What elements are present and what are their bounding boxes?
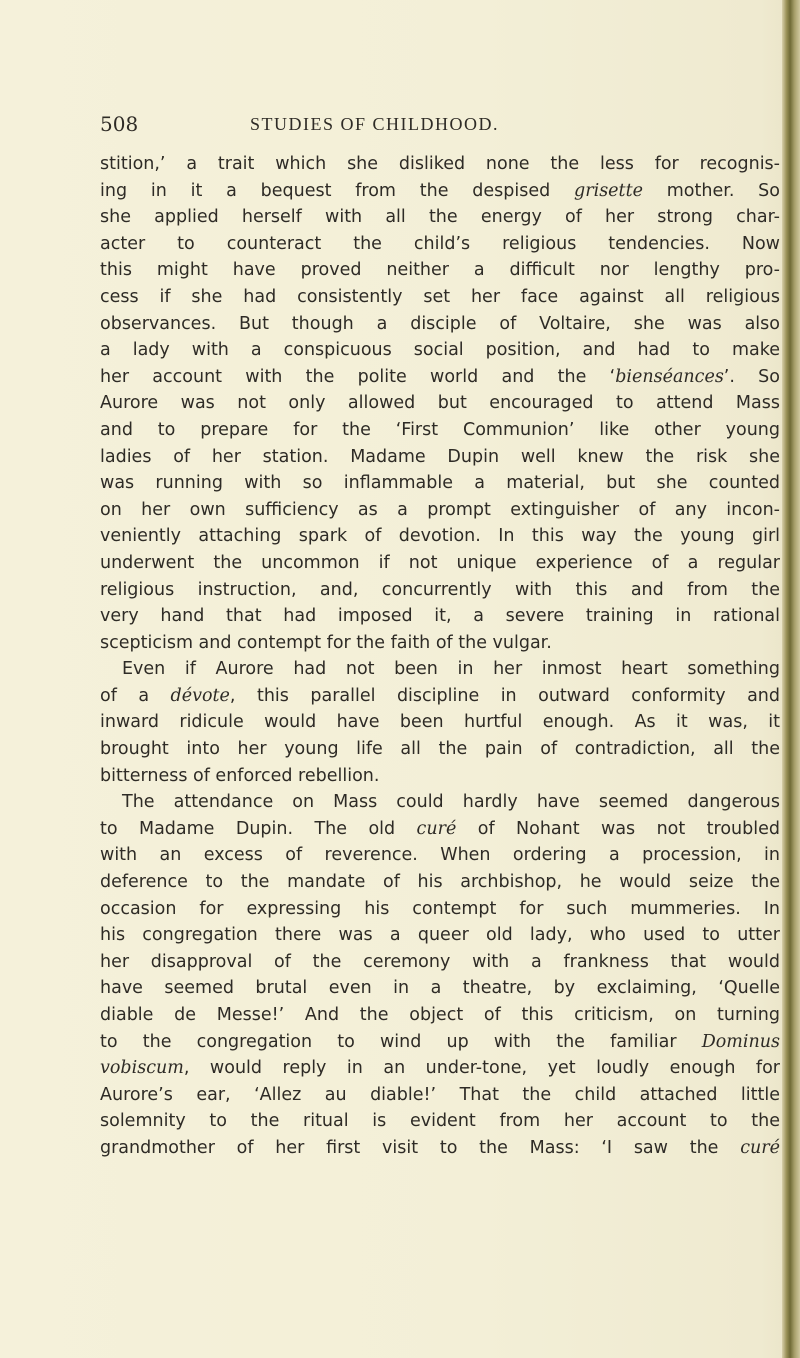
text-line: cess if she had consistently set her face against all religious — [100, 286, 780, 307]
running-head: STUDIES OF CHILDHOOD. — [250, 114, 500, 134]
text-line: brought into her young life all the pain of contradiction, all the — [100, 739, 780, 760]
text-line: occasion for expressing his contempt for such mummeries. In — [100, 898, 780, 919]
text-line: ing in it a bequest from the despised grisette mother. So — [100, 180, 780, 201]
text-line: Aurore was not only allowed but encouraged to attend Mass — [100, 393, 780, 414]
text-line: religious instruction, and, concurrently with this and from the — [100, 579, 780, 600]
text-line: underwent the uncommon if not unique experience of a regular — [100, 552, 780, 573]
text-line: this might have proved neither a difficult nor lengthy pro- — [100, 260, 780, 281]
text-line: Even if Aurore had not been in her inmost heart something — [122, 659, 780, 680]
text-line: and to prepare for the ‘First Communion’ like other young — [100, 419, 780, 440]
text-line: her disapproval of the ceremony with a frankness that would — [100, 951, 780, 972]
text-line: her account with the polite world and the ‘bienséances’. So — [100, 366, 780, 387]
text-line: bitterness of enforced rebellion. — [100, 765, 380, 786]
text-line: acter to counteract the child’s religious tendencies. Now — [100, 233, 780, 254]
text-line: with an excess of reverence. When ordering a procession, in — [100, 845, 780, 866]
text-line: inward ridicule would have been hurtful enough. As it was, it — [100, 712, 780, 733]
text-line: a lady with a conspicuous social position, and had to make — [100, 340, 780, 361]
text-line: was running with so inflammable a material, but she counted — [100, 473, 780, 494]
text-line: observances. But though a disciple of Voltaire, she was also — [100, 313, 780, 334]
text-line: vobiscum, would reply in an under-tone, yet loudly enough for — [100, 1058, 780, 1079]
text-line: diable de Messe!’ And the object of this criticism, on turning — [100, 1005, 780, 1025]
text-line: have seemed brutal even in a theatre, by exclaiming, ‘Quelle — [100, 978, 780, 999]
text-line: of a dévote, this parallel discipline in outward conformity and — [100, 685, 780, 706]
text-line: stition,’ a trait which she disliked none the less for recognis- — [100, 154, 780, 174]
text-line: very hand that had imposed it, a severe training in rational — [100, 606, 780, 627]
text-line: deference to the mandate of his archbishop, he would seize the — [100, 872, 780, 893]
body-text — [100, 151, 780, 1162]
text-line: scepticism and contempt for the faith of the vulgar. — [100, 632, 552, 653]
page-edge — [782, 0, 800, 1358]
text-line: she applied herself with all the energy of her strong char- — [100, 207, 780, 228]
text-line: Aurore’s ear, ‘Allez au diable!’ That the child attached little — [100, 1084, 780, 1105]
text-line: his congregation there was a queer old lady, who used to utter — [100, 925, 780, 946]
text-line: veniently attaching spark of devotion. In this way the young girl — [100, 526, 780, 547]
text-line: grandmother of her first visit to the Mass: ‘I saw the curé — [100, 1137, 780, 1158]
text-line: to the congregation to wind up with the familiar Dominus — [100, 1031, 780, 1052]
page-number: 508 — [100, 112, 139, 136]
page-header — [100, 112, 780, 142]
text-line: The attendance on Mass could hardly have seemed dangerous — [122, 792, 780, 813]
text-line: ladies of her station. Madame Dupin well knew the risk she — [100, 446, 780, 467]
text-line: on her own sufficiency as a prompt extinguisher of any incon- — [100, 499, 780, 520]
text-line: to Madame Dupin. The old curé of Nohant was not troubled — [100, 818, 780, 839]
text-line: solemnity to the ritual is evident from her account to the — [100, 1111, 780, 1132]
